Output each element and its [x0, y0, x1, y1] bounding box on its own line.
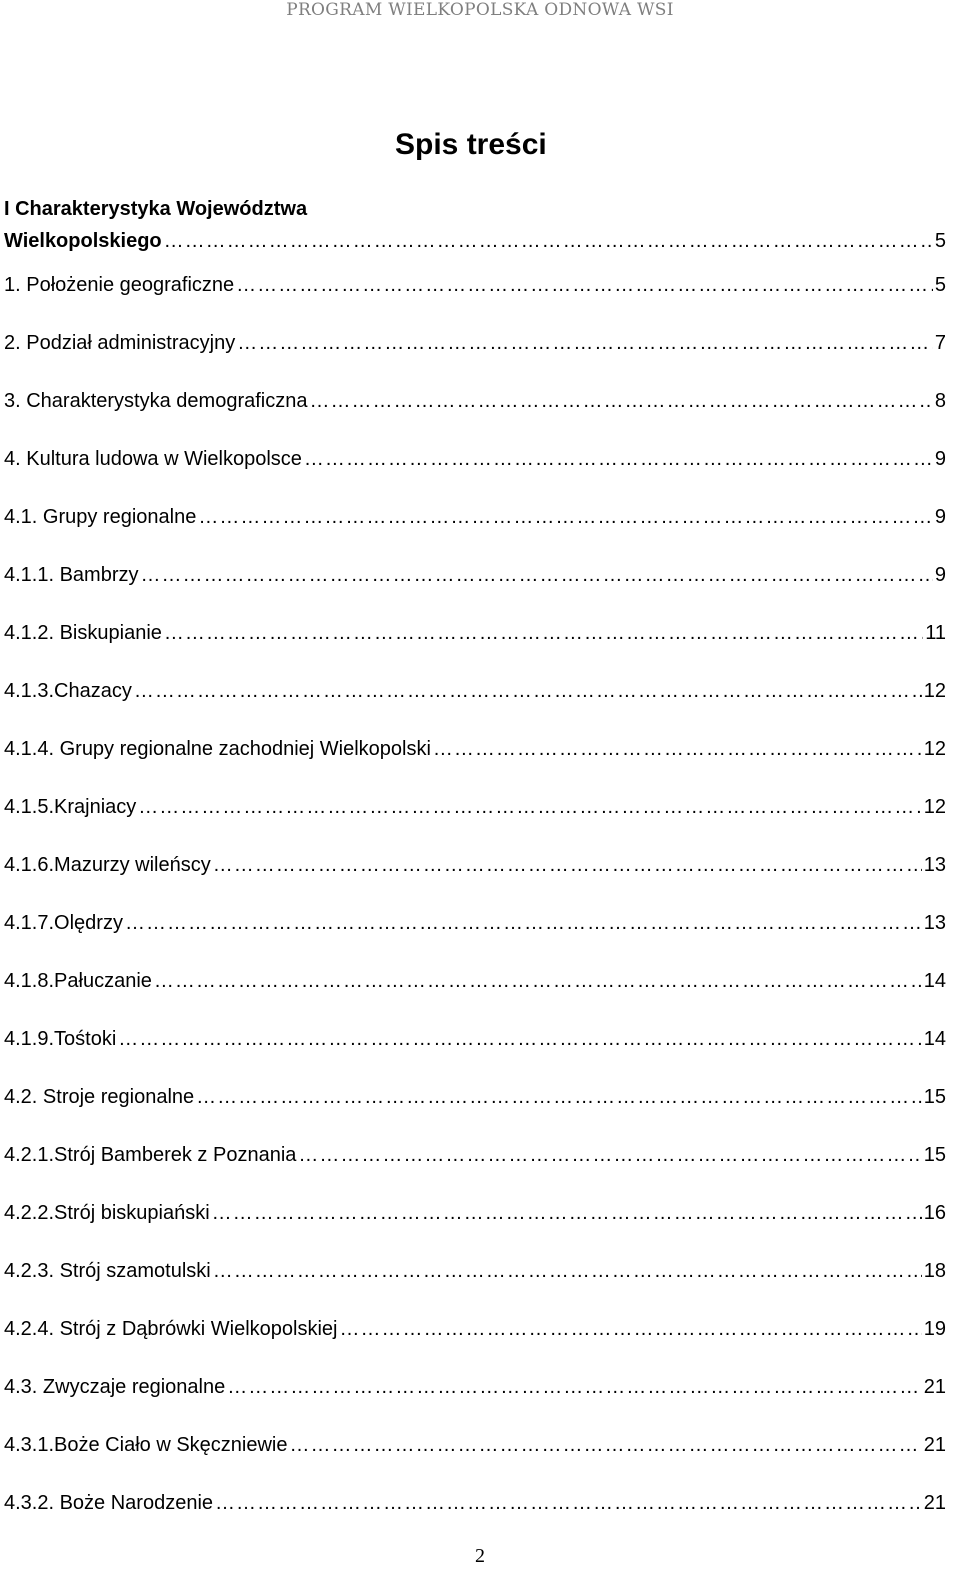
- toc-entry-label: 4.3.2. Boże Narodzenie: [4, 1492, 214, 1514]
- toc-entry-label: 4.2.3. Strój szamotulski: [4, 1260, 211, 1282]
- toc-entry-page: 9: [934, 564, 946, 586]
- toc-entry[interactable]: [4, 1198, 946, 1256]
- toc-entry[interactable]: [4, 1430, 946, 1488]
- toc-entry[interactable]: [4, 676, 946, 734]
- toc-entry[interactable]: [4, 792, 946, 850]
- toc-entry[interactable]: [4, 966, 946, 1024]
- toc-entry-page: 18: [923, 1260, 946, 1282]
- toc-entry-page: 5: [934, 274, 946, 296]
- toc-entry-label: 4.1.1. Bambrzy: [4, 564, 139, 586]
- toc-entry-page: 5: [934, 230, 946, 252]
- toc-entry-label: 4.2.2.Strój biskupiański: [4, 1202, 210, 1224]
- toc-dot-leader: [198, 502, 933, 532]
- toc-entry-page: 21: [923, 1376, 946, 1398]
- toc-entry-label: Wielkopolskiego: [4, 230, 162, 252]
- toc-entry-page: 9: [934, 448, 946, 470]
- toc-entry-page: 8: [934, 390, 946, 412]
- toc-chapter-heading: I Charakterystyka Województwa: [4, 198, 308, 220]
- toc-entry-label: 4.1.8.Pałuczanie: [4, 970, 152, 992]
- toc-dot-leader: [134, 676, 922, 706]
- toc-entry-page: 11: [925, 622, 946, 644]
- toc-dot-leader: [227, 1372, 922, 1402]
- toc-entry-label: 2. Podział administracyjny: [4, 332, 236, 354]
- toc-entry-label: 1. Położenie geograficzne: [4, 274, 235, 296]
- toc-entry[interactable]: [4, 1372, 946, 1430]
- toc-entry[interactable]: [4, 386, 946, 444]
- toc-entry[interactable]: [4, 1314, 946, 1372]
- toc-entry-page: 19: [923, 1318, 946, 1340]
- toc-entry[interactable]: [4, 1024, 946, 1082]
- toc-entry-page: 15: [923, 1144, 946, 1166]
- toc-dot-leader: [164, 226, 933, 256]
- toc-entry-label: 4.1.7.Olędrzy: [4, 912, 123, 934]
- toc-entry-page: 21: [923, 1492, 946, 1514]
- toc-dot-leader: [213, 850, 922, 880]
- toc-entry-page: 15: [923, 1086, 946, 1108]
- toc-dot-leader: [118, 1024, 921, 1054]
- toc-entry-page: 9: [934, 506, 946, 528]
- toc-dot-leader: [289, 1430, 921, 1460]
- toc-entry-label: 4.1.6.Mazurzy wileńscy: [4, 854, 211, 876]
- toc-entry[interactable]: [4, 502, 946, 560]
- toc-list: [4, 226, 946, 1546]
- toc-entry[interactable]: [4, 270, 946, 328]
- toc-entry-label: 4.1.3.Chazacy: [4, 680, 132, 702]
- toc-dot-leader: [212, 1198, 922, 1228]
- toc-entry[interactable]: [4, 618, 946, 676]
- toc-entry-label: 4.3.1.Boże Ciało w Skęczniewie: [4, 1434, 288, 1456]
- toc-entry-page: 14: [923, 970, 946, 992]
- toc-dot-leader: [339, 1314, 921, 1344]
- toc-dot-leader: [304, 444, 933, 474]
- toc-entry-label: 4.2.1.Strój Bamberek z Poznania: [4, 1144, 297, 1166]
- toc-dot-leader: [196, 1082, 922, 1112]
- toc-entry[interactable]: [4, 1488, 946, 1546]
- toc-entry[interactable]: [4, 226, 946, 270]
- toc-title: Spis treści: [395, 128, 547, 161]
- page-number: 2: [475, 1545, 485, 1567]
- toc-entry-label: 4.1. Grupy regionalne: [4, 506, 197, 528]
- toc-dot-leader: [215, 1488, 922, 1518]
- toc-entry-label: 4.1.4. Grupy regionalne zachodniej Wielkopolski: [4, 738, 431, 760]
- toc-entry-page: 14: [923, 1028, 946, 1050]
- toc-dot-leader: [125, 908, 922, 938]
- toc-entry-label: 4.2. Stroje regionalne: [4, 1086, 195, 1108]
- toc-dot-leader: [164, 618, 923, 648]
- toc-entry-label: 4.3. Zwyczaje regionalne: [4, 1376, 226, 1398]
- toc-entry-page: 13: [923, 912, 946, 934]
- toc-entry-page: 12: [923, 796, 946, 818]
- toc-entry[interactable]: [4, 734, 946, 792]
- toc-dot-leader: [237, 328, 933, 358]
- toc-entry[interactable]: [4, 444, 946, 502]
- toc-entry-page: 7: [934, 332, 946, 354]
- toc-entry[interactable]: [4, 908, 946, 966]
- toc-dot-leader: [236, 270, 933, 300]
- toc-entry-page: 13: [923, 854, 946, 876]
- toc-entry-page: 21: [923, 1434, 946, 1456]
- toc-entry[interactable]: [4, 1082, 946, 1140]
- toc-entry-label: 3. Charakterystyka demograficzna: [4, 390, 308, 412]
- toc-entry-label: 4.2.4. Strój z Dąbrówki Wielkopolskiej: [4, 1318, 338, 1340]
- toc-entry[interactable]: [4, 1256, 946, 1314]
- toc-dot-leader: [309, 386, 932, 416]
- toc-entry-page: 16: [923, 1202, 946, 1224]
- toc-dot-leader: [138, 792, 921, 822]
- toc-dot-leader: [141, 560, 933, 590]
- running-header: PROGRAM WIELKOPOLSKA ODNOWA WSI: [286, 0, 674, 20]
- toc-entry[interactable]: [4, 1140, 946, 1198]
- toc-entry-label: 4.1.2. Biskupianie: [4, 622, 162, 644]
- toc-dot-leader: [433, 734, 922, 764]
- toc-entry-page: 12: [923, 738, 946, 760]
- toc-dot-leader: [154, 966, 922, 996]
- toc-entry-page: 12: [923, 680, 946, 702]
- toc-dot-leader: [298, 1140, 921, 1170]
- toc-entry[interactable]: [4, 850, 946, 908]
- toc-entry-label: 4.1.9.Tośtoki: [4, 1028, 117, 1050]
- toc-entry-label: 4.1.5.Krajniacy: [4, 796, 137, 818]
- toc-entry[interactable]: [4, 328, 946, 386]
- toc-entry-label: 4. Kultura ludowa w Wielkopolsce: [4, 448, 302, 470]
- toc-entry[interactable]: [4, 560, 946, 618]
- toc-dot-leader: [213, 1256, 922, 1286]
